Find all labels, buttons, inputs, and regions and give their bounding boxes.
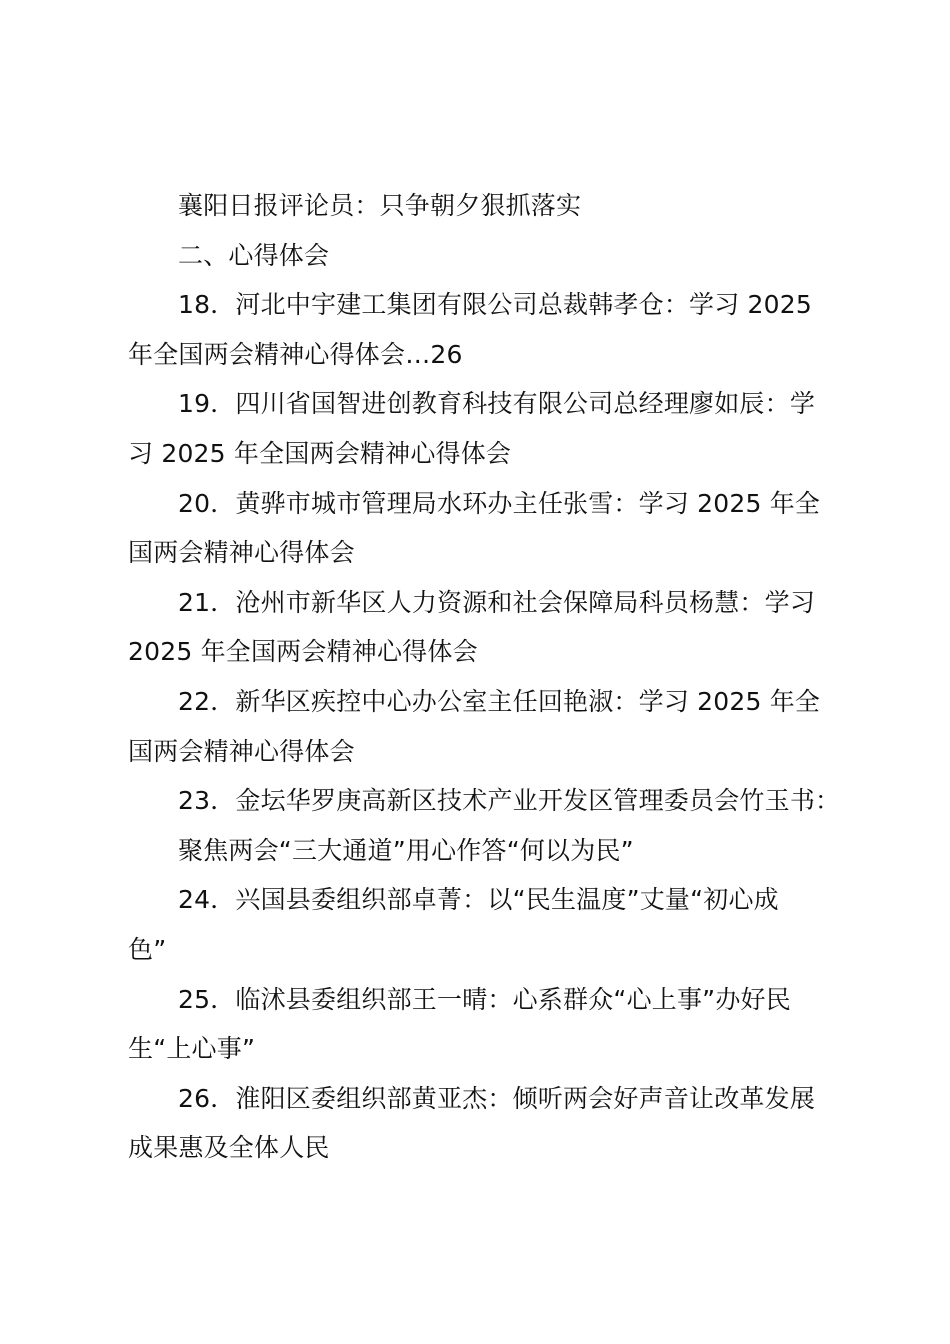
list-item-19 bbox=[128, 379, 833, 478]
text-line: 2025 年全国两会精神心得体会 bbox=[128, 637, 478, 667]
text-line: 襄阳日报评论员：只争朝夕狠抓落实 bbox=[178, 191, 582, 220]
section-heading-experience bbox=[128, 231, 833, 281]
list-item-23 bbox=[128, 776, 841, 875]
list-item-26 bbox=[128, 1074, 833, 1173]
text-line: 20．黄骅市城市管理局水环办主任张雪：学习 2025 年全 bbox=[178, 488, 821, 518]
text-line: 18．河北中宇建工集团有限公司总裁韩孝仓：学习 2025 bbox=[178, 290, 812, 320]
list-item-24 bbox=[128, 875, 833, 974]
list-item-18 bbox=[128, 280, 833, 379]
document-body bbox=[128, 181, 841, 1173]
list-item-25 bbox=[128, 975, 833, 1074]
list-item-22 bbox=[128, 677, 833, 776]
text-line: 22．新华区疾控中心办公室主任回艳淑：学习 2025 年全 bbox=[178, 686, 821, 716]
text-line: 国两会精神心得体会 bbox=[128, 538, 355, 568]
list-item-21 bbox=[128, 578, 833, 677]
text-line: 25．临沭县委组织部王一晴：心系群众“心上事”办好民 bbox=[178, 984, 791, 1014]
text-line: 年全国两会精神心得体会…26 bbox=[128, 339, 463, 369]
text-line: 成果惠及全体人民 bbox=[128, 1133, 330, 1163]
text-line: 21．沧州市新华区人力资源和社会保障局科员杨慧：学习 bbox=[178, 587, 816, 617]
paragraph-commentary-title bbox=[128, 181, 833, 231]
text-line: 二、心得体会 bbox=[178, 240, 330, 270]
text-line: 23．金坛华罗庚高新区技术产业开发区管理委员会竹玉书： bbox=[178, 786, 841, 816]
text-line: 19．四川省国智进创教育科技有限公司总经理廖如辰：学 bbox=[178, 389, 816, 419]
text-line: 生“上心事” bbox=[128, 1034, 256, 1064]
list-item-20 bbox=[128, 479, 833, 578]
text-line: 26．淮阳区委组织部黄亚杰：倾听两会好声音让改革发展 bbox=[178, 1083, 816, 1113]
text-line: 24．兴国县委组织部卓菁：以“民生温度”丈量“初心成 bbox=[178, 885, 779, 915]
text-line: 国两会精神心得体会 bbox=[128, 736, 355, 766]
text-line: 聚焦两会“三大通道”用心作答“何以为民” bbox=[178, 835, 634, 865]
text-line: 色” bbox=[128, 934, 167, 964]
text-line: 习 2025 年全国两会精神心得体会 bbox=[128, 438, 512, 468]
